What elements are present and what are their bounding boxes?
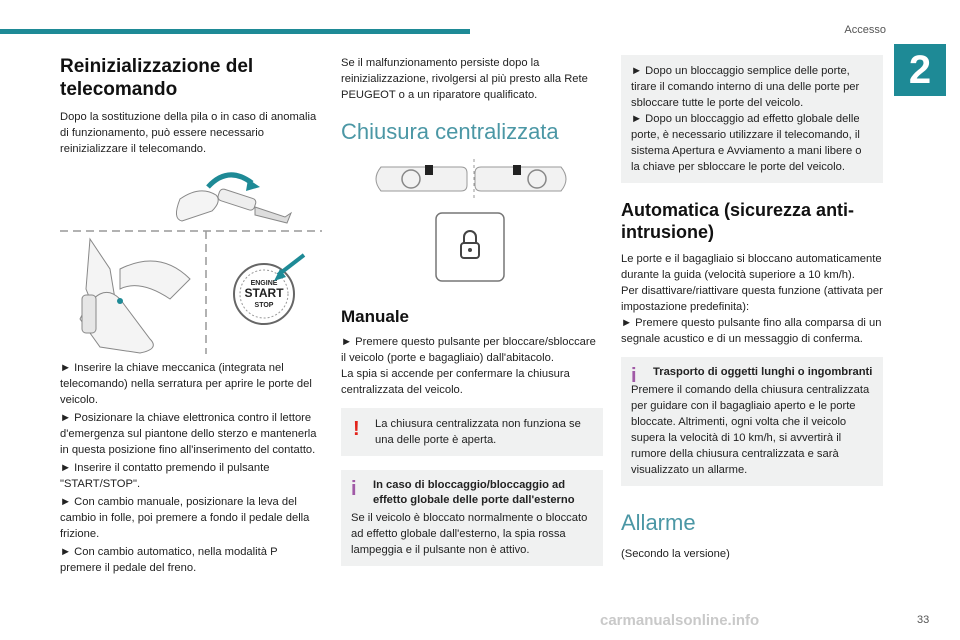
info-icon: i xyxy=(351,478,357,500)
warning-icon: ! xyxy=(353,418,360,440)
warning-text: La chiusura centralizzata non funziona se una delle porte è aperta. xyxy=(375,418,581,446)
dashboard-lock-illustration xyxy=(341,155,603,300)
page-number: 33 xyxy=(917,614,930,626)
automatic-text-2: Per disattivare/riattivare questa funzione (attivata per impostazione predefinita): xyxy=(621,285,883,313)
unlock-note-1: ► Dopo un bloccaggio semplice delle porte, tirare il comando interno di una delle porte per sbloccare tutte le porte del veicolo. xyxy=(631,65,860,109)
manual-text-2: La spia si accende per confermare la chiusura centralizzata del veicolo. xyxy=(341,368,570,396)
unlock-notes xyxy=(621,55,883,183)
alarm-text: (Secondo la versione) xyxy=(621,548,730,560)
step-4: ► Con cambio manuale, posizionare la leva del cambio in folle, poi premere a fondo il pedale della frizione. xyxy=(60,496,310,540)
start-label: START xyxy=(244,286,284,300)
header-accent-bar xyxy=(0,29,470,34)
info-icon: i xyxy=(631,365,637,387)
step-2: ► Posizionare la chiave elettronica contro il lettore d'emergenza sul piantone dello sterzo e mantenerla in questa posizione fino all'inserimento del contatto. xyxy=(60,412,317,456)
info-note-text: Se il veicolo è bloccato normalmente o bloccato ad effetto globale dall'esterno, la spia rossa lampeggia e il pulsante non è attivo. xyxy=(351,512,588,556)
key-reset-illustration xyxy=(60,169,322,354)
alarm-title: Allarme xyxy=(621,510,696,535)
manual-title: Manuale xyxy=(341,307,410,326)
stop-label: STOP xyxy=(254,302,274,309)
step-3: ► Inserire il contatto premendo il pulsante "START/STOP". xyxy=(60,462,270,490)
info-note-text: Premere il comando della chiusura centralizzata per guidare con il bagagliaio aperto e le porte bloccate. Altrimenti, ogni volta che il veicolo supera la velocità di 10 km/h, si avvertirà il rumore della chiusura centralizzata e sarà visualizzato un allarme. xyxy=(631,384,870,476)
info-note-long-objects xyxy=(621,357,883,486)
engine-label: ENGINE xyxy=(250,280,278,287)
column-2 xyxy=(341,55,603,566)
central-locking-illustration xyxy=(341,155,603,300)
info-note-title: In caso di bloccaggio/bloccaggio ad effetto globale delle porte dall'esterno xyxy=(373,479,575,506)
manual-text: ► Premere questo pulsante per bloccare/sbloccare il veicolo (porte e bagagliaio) dall'abitacolo. xyxy=(341,336,596,364)
info-note-global-lock xyxy=(341,470,603,566)
step-1: ► Inserire la chiave meccanica (integrata nel telecomando) nella serratura per aprire le porte del veicolo. xyxy=(60,362,312,406)
automatic-title: Automatica (sicurezza anti-intrusione) xyxy=(621,200,855,242)
chapter-tab: 2 xyxy=(894,44,946,96)
unlock-note-2: ► Dopo un bloccaggio ad effetto globale delle porte, è necessario utilizzare il telecomando, il sistema Apertura e Avviamento a mani libere o la chiave per sbloccare le porte del veicolo. xyxy=(631,113,862,173)
reset-intro: Dopo la sostituzione della pila o in caso di anomalia di funzionamento, può essere necessario reinizializzare il telecomando. xyxy=(60,111,317,155)
followup-text: Se il malfunzionamento persiste dopo la reinizializzazione, rivolgersi al più presto alla Rete PEUGEOT o a un riparatore qualificato. xyxy=(341,57,588,101)
reset-remote-title: Reinizializzazione del telecomando xyxy=(60,56,254,100)
info-note-title: Trasporto di oggetti lunghi o ingombranti xyxy=(653,366,873,378)
watermark: carmanualsonline.info xyxy=(600,612,760,629)
step-5: ► Con cambio automatico, nella modalità P premere il pedale del freno. xyxy=(60,546,278,574)
automatic-text-3: ► Premere questo pulsante fino alla comparsa di un segnale acustico e di un messaggio di conferma. xyxy=(621,317,882,345)
key-steering-start-illustration xyxy=(60,169,322,354)
automatic-text-1: Le porte e il bagagliaio si bloccano automaticamente durante la guida (velocità superiore a 10 km/h). xyxy=(621,253,882,281)
section-name: Accesso xyxy=(844,24,886,36)
warning-note xyxy=(341,408,603,456)
central-locking-title: Chiusura centralizzata xyxy=(341,119,559,144)
column-3 xyxy=(621,55,883,562)
column-1 xyxy=(60,55,322,576)
